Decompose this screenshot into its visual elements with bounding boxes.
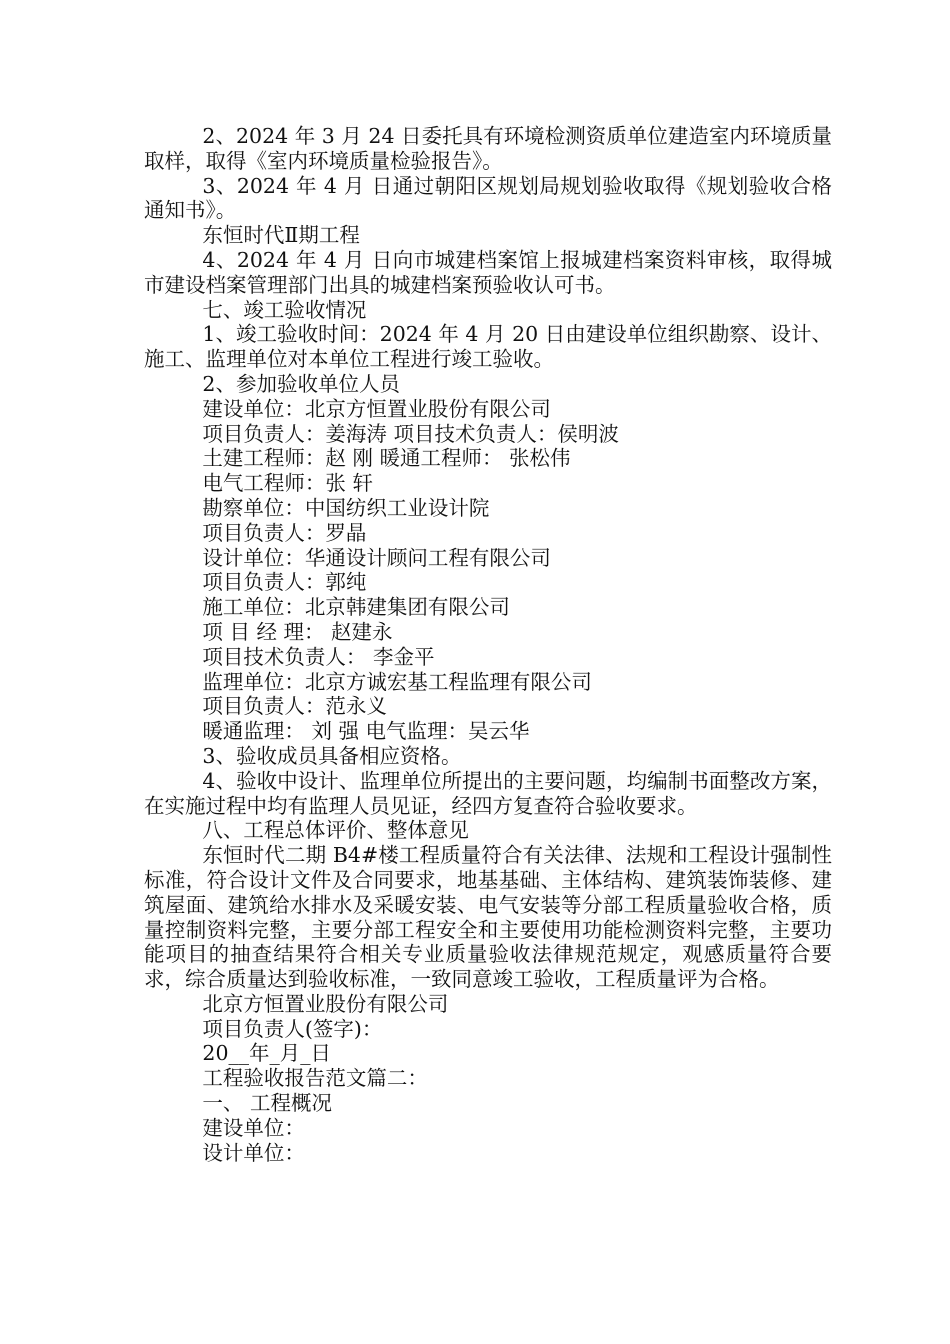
paragraph: 建设单位： xyxy=(202,1115,305,1140)
paragraph: 项目负责人：罗晶 xyxy=(202,520,367,545)
paragraph: 项 目 经 理： 赵建永 xyxy=(202,619,393,644)
paragraph: 3、验收成员具备相应资格。 xyxy=(202,743,462,768)
paragraph: 2、2024 年 3 月 24 日委托具有环境检测资质单位建造室内环境质量取样，取得《室内环境质量检验报告》。 xyxy=(144,124,832,173)
section-heading: 一、 工程概况 xyxy=(202,1091,332,1116)
paragraph: 1、竣工验收时间：2024 年 4 月 20 日由建设单位组织勘察、设计、施工、监理单位对本单位工程进行竣工验收。 xyxy=(144,322,832,372)
paragraph: 2、参加验收单位人员 xyxy=(202,371,400,396)
paragraph: 4、2024 年 4 月 日向市城建档案馆上报城建档案资料审核，取得城市建设档案管理部门出具的城建档案预验收认可书。 xyxy=(144,247,832,297)
paragraph: 设计单位： xyxy=(202,1140,305,1165)
paragraph: 设计单位：华通设计顾问工程有限公司 xyxy=(202,545,551,570)
paragraph: 20__年_月_日 xyxy=(202,1041,332,1066)
paragraph: 土建工程师：赵 刚 暖通工程师： 张松伟 xyxy=(202,446,571,471)
paragraph: 项目负责人：姜海涛 项目技术负责人：侯明波 xyxy=(202,421,619,446)
section-heading: 八、工程总体评价、整体意见 xyxy=(202,818,469,843)
paragraph: 建设单位：北京方恒置业股份有限公司 xyxy=(202,396,551,421)
paragraph: 北京方恒置业股份有限公司 xyxy=(202,991,449,1016)
document-body xyxy=(144,124,832,1165)
paragraph: 3、2024 年 4 月 日通过朝阳区规划局规划验收取得《规划验收合格通知书》。 xyxy=(144,173,832,223)
paragraph: 项目技术负责人： 李金平 xyxy=(202,644,435,669)
paragraph: 项目负责人：郭纯 xyxy=(202,570,367,595)
paragraph: 暖通监理： 刘 强 电气监理：吴云华 xyxy=(202,719,530,744)
paragraph: 4、验收中设计、监理单位所提出的主要问题，均编制书面整改方案，在实施过程中均有监理人员见证，经四方复查符合验收要求。 xyxy=(144,768,832,818)
paragraph: 监理单位：北京方诚宏基工程监理有限公司 xyxy=(202,669,592,694)
paragraph: 勘察单位：中国纺织工业设计院 xyxy=(202,495,490,520)
paragraph: 项目负责人：范永义 xyxy=(202,694,387,719)
paragraph: 施工单位：北京韩建集团有限公司 xyxy=(202,595,510,620)
section-heading: 工程验收报告范文篇二： xyxy=(202,1066,428,1091)
paragraph: 电气工程师：张 轩 xyxy=(202,471,373,496)
paragraph: 东恒时代二期 B4#楼工程质量符合有关法律、法规和工程设计强制性标准，符合设计文件及合同要求，地基基础、主体结构、建筑装饰装修、建筑屋面、建筑给水排水及采暖安装、电气安装等分部工程质量验收合格，质量控制资料完整，主要分部工程安全和主要使用功能检测资料完整，主要功能项目的抽查结果符合相关专业质量验收法律规范规定，观感质量符合要求，综合质量达到验收标准，一致同意竣工验收，工程质量评为合格。 xyxy=(144,843,832,992)
section-heading: 七、竣工验收情况 xyxy=(202,297,367,322)
paragraph: 东恒时代Ⅱ期工程 xyxy=(202,223,360,248)
paragraph: 项目负责人(签字)： xyxy=(202,1016,383,1041)
